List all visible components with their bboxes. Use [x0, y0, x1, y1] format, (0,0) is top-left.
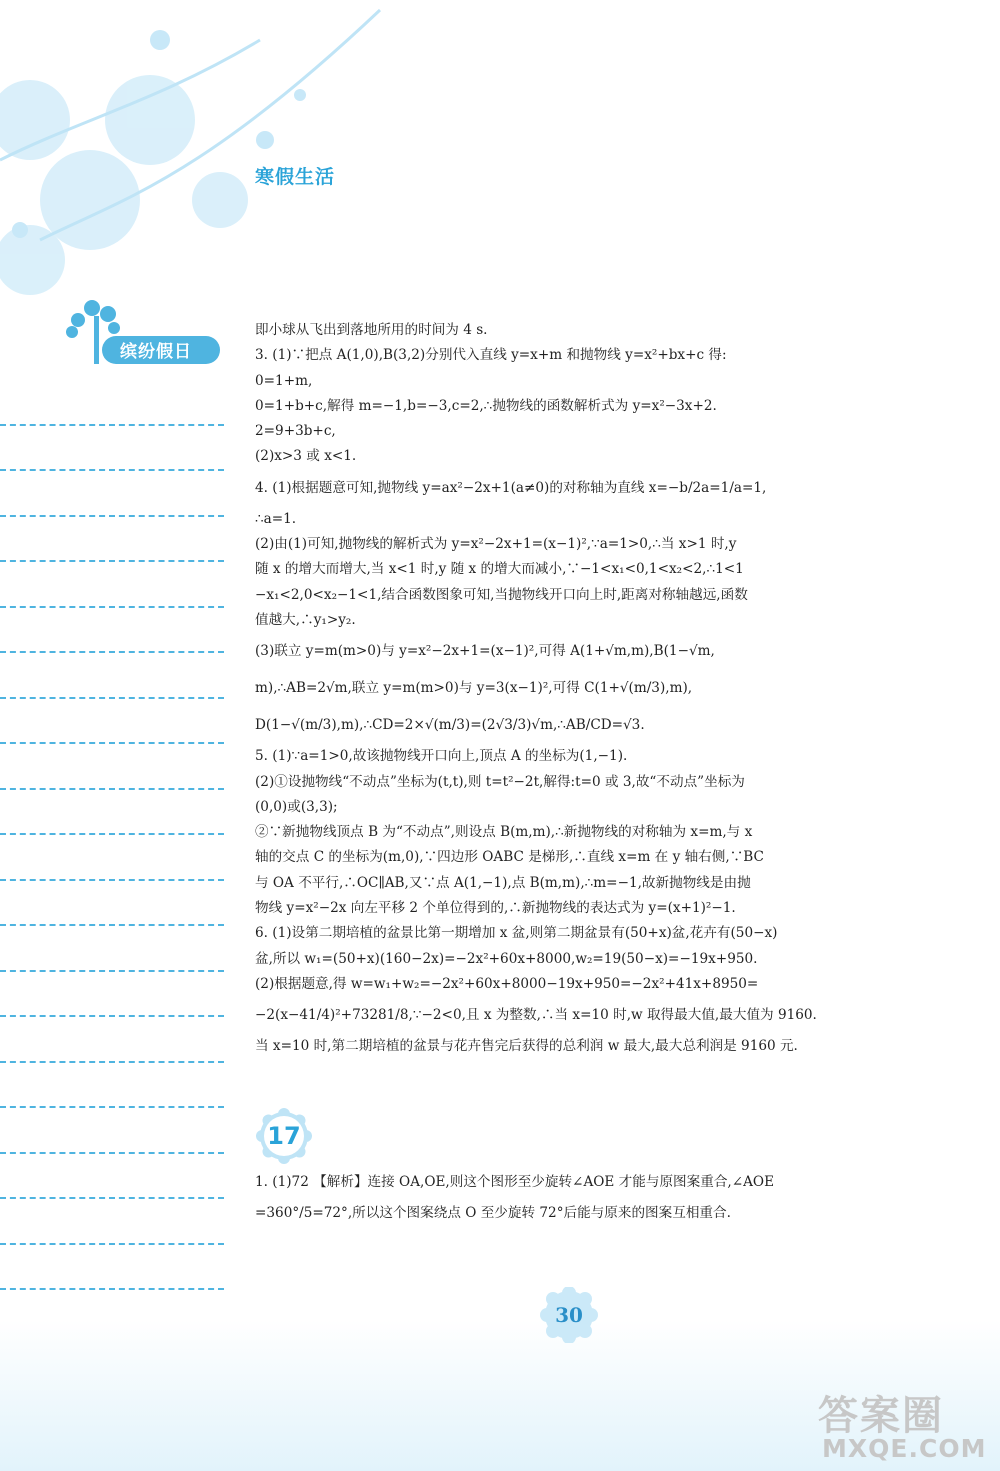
page-number-badge	[537, 1287, 601, 1343]
text-line: D(1−√(m/3),m),∴CD=2×√(m/3)=(2√3/3)√m,∴AB/CD=√3.	[255, 717, 645, 734]
text-line: 盆,所以 w₁=(50+x)(160−2x)=−2x²+60x+8000,w₂=19(50−x)=−19x+950.	[255, 950, 758, 967]
text-line: 2=9+3b+c,	[255, 423, 336, 440]
text-line: (3)联立 y=m(m>0)与 y=x²−2x+1=(x−1)²,可得 A(1+√m,m),B(1−√m,	[255, 643, 715, 660]
text-line: =360°/5=72°,所以这个图案绕点 O 至少旋转 72°后能与原来的图案互相重合.	[255, 1205, 731, 1222]
text-line: (2)根据题意,得 w=w₁+w₂=−2x²+60x+8000−19x+950=−2x²+41x+8950=	[255, 975, 759, 992]
note-line	[0, 426, 224, 472]
text-line: ∴a=1.	[255, 510, 297, 527]
note-line	[0, 835, 224, 881]
note-line	[0, 1063, 224, 1109]
section-number: 17	[267, 1122, 301, 1150]
text-line: ②∵新抛物线顶点 B 为“不动点”,则设点 B(m,m),∴新抛物线的对称轴为 x=m,与 x	[255, 824, 753, 841]
note-line	[0, 790, 224, 836]
note-line	[0, 1154, 224, 1200]
note-line	[0, 926, 224, 972]
text-line: 随 x 的增大而增大,当 x<1 时,y 随 x 的增大而减小,∵−1<x₁<0,1<x₂<2,∴1<1	[255, 561, 744, 578]
note-line	[0, 562, 224, 608]
text-line: 即小球从飞出到落地所用的时间为 4 s.	[255, 322, 488, 338]
note-line	[0, 699, 224, 745]
note-line	[0, 1245, 224, 1291]
note-line	[0, 1017, 224, 1063]
note-line	[0, 517, 224, 563]
note-line	[0, 744, 224, 790]
section-badge-label: 缤纷假日	[120, 342, 192, 362]
text-line: −2(x−41/4)²+73281/8,∵−2<0,且 x 为整数,∴当 x=10 时,w 取得最大值,最大值为 9160.	[255, 1007, 817, 1024]
note-line	[0, 1199, 224, 1245]
text-line: (2)x>3 或 x<1.	[255, 448, 357, 465]
text-line: (2)由(1)可知,抛物线的解析式为 y=x²−2x+1=(x−1)²,∵a=1>0,∴当 x>1 时,y	[255, 536, 737, 553]
note-line	[0, 881, 224, 927]
text-line: 当 x=10 时,第二期培植的盆景与花卉售完后获得的总利润 w 最大,最大总利润是 9160 元.	[255, 1038, 798, 1055]
text-line: 1. (1)72 【解析】连接 OA,OE,则这个图形至少旋转∠AOE 才能与原图案重合,∠AOE	[255, 1174, 775, 1190]
text-line: −x₁<2,0<x₂−1<1,结合函数图象可知,当抛物线开口向上时,距离对称轴越远,函数	[255, 586, 748, 603]
text-line: (0,0)或(3,3);	[255, 798, 338, 815]
text-line: 轴的交点 C 的坐标为(m,0),∵四边形 OABC 是梯形,∴直线 x=m 在 y 轴右侧,∵BC	[255, 849, 764, 866]
header-title: 寒假生活	[255, 166, 336, 188]
note-line	[0, 608, 224, 654]
text-line: 与 OA 不平行,∴OC∥AB,又∵点 A(1,−1),点 B(m,m),∴m=−1,故新抛物线是由抛	[255, 874, 751, 891]
note-lines	[0, 380, 230, 1290]
page-number: 30	[555, 1303, 583, 1327]
note-line	[0, 653, 224, 699]
text-line: 5. (1)∵a=1>0,故该抛物线开口向上,顶点 A 的坐标为(1,−1).	[255, 748, 628, 765]
text-line: m),∴AB=2√m,联立 y=m(m>0)与 y=3(x−1)²,可得 C(1+√(m/3),m),	[255, 680, 693, 697]
text-line: 3. (1)∵把点 A(1,0),B(3,2)分别代入直线 y=x+m 和抛物线 y=x²+bx+c 得:	[255, 347, 727, 364]
note-line	[0, 380, 224, 426]
text-line: (2)①设抛物线“不动点”坐标为(t,t),则 t=t²−2t,解得:t=0 或 3,故“不动点”坐标为	[255, 773, 745, 790]
floral-decoration	[0, 0, 420, 300]
text-line: 值越大,∴y₁>y₂.	[255, 611, 356, 628]
watermark-url: MXQE.COM	[822, 1434, 987, 1463]
watermark-logo: 答案圈	[818, 1393, 944, 1439]
text-line: 0=1+m,	[255, 372, 313, 389]
text-line: 4. (1)根据题意可知,抛物线 y=ax²−2x+1(a≠0)的对称轴为直线 x=−b/2a=1/a=1,	[255, 479, 767, 496]
text-line: 6. (1)设第二期培植的盆景比第一期增加 x 盆,则第二期盆景有(50+x)盆,花卉有(50−x)	[255, 925, 778, 942]
answer-content-17	[255, 1170, 885, 1232]
text-line: 物线 y=x²−2x 向左平移 2 个单位得到的,∴新抛物线的表达式为 y=(x+1)²−1.	[255, 900, 736, 917]
answer-content	[255, 318, 885, 1060]
note-line	[0, 471, 224, 517]
note-line	[0, 1108, 224, 1154]
section-number-badge	[256, 1108, 312, 1164]
text-line: 0=1+b+c,解得 m=−1,b=−3,c=2,∴抛物线的函数解析式为 y=x²−3x+2.	[255, 397, 717, 414]
note-line	[0, 972, 224, 1018]
